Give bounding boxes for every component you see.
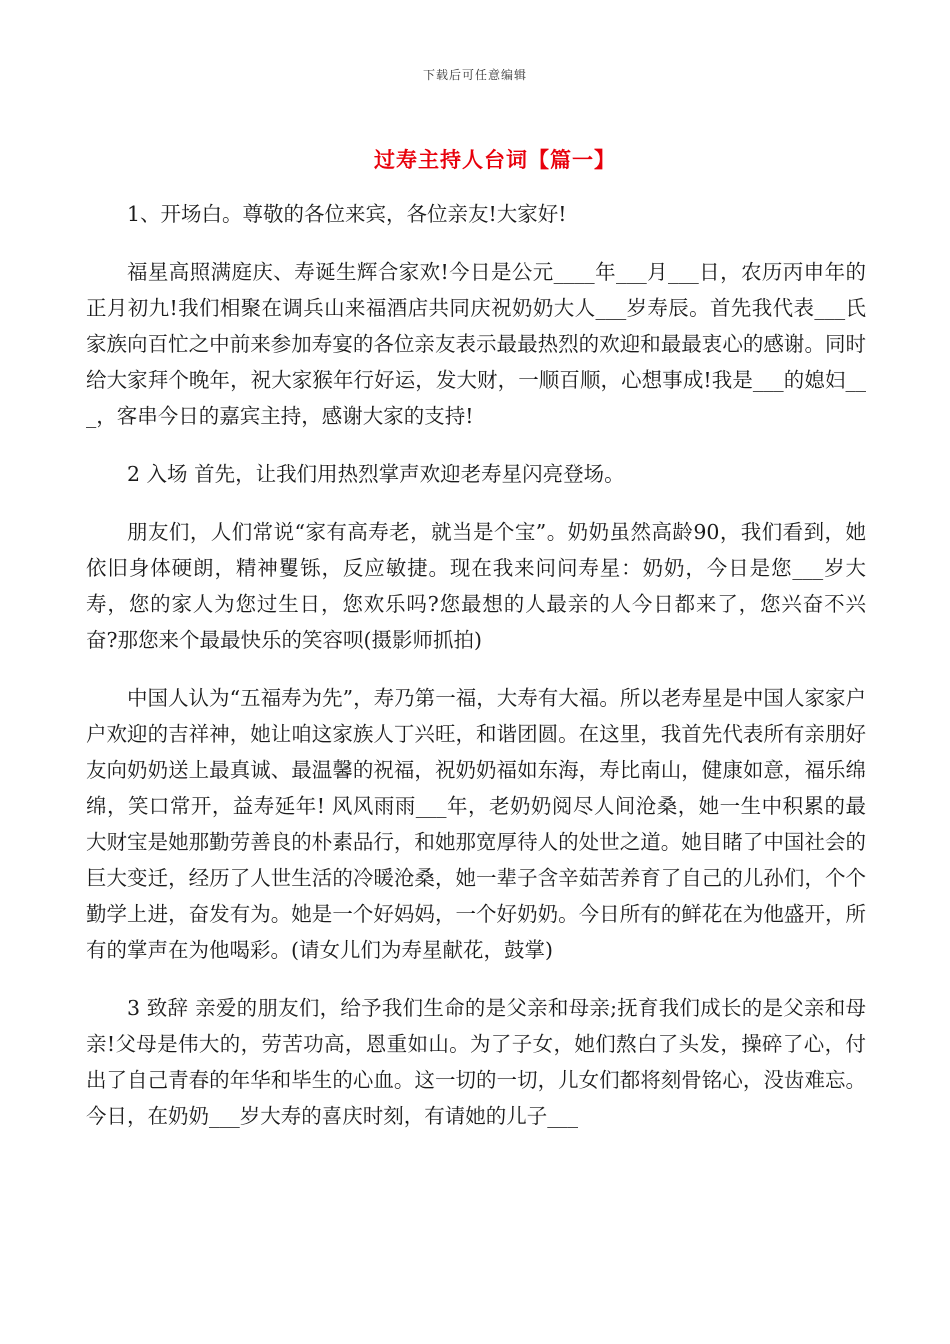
paragraph-blessing: 中国人认为“五福寿为先”，寿乃第一福，大寿有大福。所以老寿星是中国人家家户户欢迎的吉祥神，她让咱这家族人丁兴旺，和谐团圆。在这里，我首先代表所有亲朋好友向奶奶送上最真诚、最温馨的祝福，祝奶奶福如东海，寿比南山，健康如意，福乐绵绵，笑口常开，益寿延年! 风风雨雨___年，老奶奶阅尽人间沧桑，她一生中积累的最大财宝是她那勤劳善良的朴素品行，和她那宽厚待人的处世之道。她目睹了中国社会的巨大变迁，经历了人世生活的冷暖沧桑，她一辈子含辛茹苦养育了自己的儿孙们，个个勤学上进，奋发有为。她是一个好妈妈，一个好奶奶。今日所有的鲜花在为他盛开，所有的掌声在为他喝彩。(请女儿们为寿星献花，鼓掌) (86, 686, 866, 962)
document-body (86, 196, 866, 1156)
paragraph-welcome: 福星高照满庭庆、寿诞生辉合家欢!今日是公元____年___月___日，农历丙申年的正月初九!我们相聚在调兵山来福酒店共同庆祝奶奶大人___岁寿辰。首先我代表___氏家族向百忙之中前来参加寿宴的各位亲友表示最最热烈的欢迎和最最衷心的感谢。同时给大家拜个晚年，祝大家猴年行好运，发大财，一顺百顺，心想事成!我是___的媳妇___，客串今日的嘉宾主持，感谢大家的支持! (86, 260, 866, 428)
paragraph-opening: 1、开场白。尊敬的各位来宾，各位亲友!大家好! (127, 202, 567, 226)
document-title: 过寿主持人台词【篇一】 (374, 147, 616, 172)
paragraph-greeting-elder: 朋友们，人们常说“家有高寿老，就当是个宝”。奶奶虽然高龄90，我们看到，她依旧身体硬朗，精神矍铄，反应敏捷。现在我来问问寿星：奶奶，今日是您___岁大寿，您的家人为您过生日，您欢乐吗?您最想的人最亲的人今日都来了，您兴奋不兴奋?那您来个最最快乐的笑容呗(摄影师抓拍) (86, 520, 866, 652)
paragraph-entrance: 2 入场 首先，让我们用热烈掌声欢迎老寿星闪亮登场。 (127, 462, 625, 486)
paragraph-speech: 3 致辞 亲爱的朋友们，给予我们生命的是父亲和母亲;抚育我们成长的是父亲和母亲!父母是伟大的，劳苦功高，恩重如山。为了子女，她们熬白了头发，操碎了心，付出了自己青春的年华和毕生的心血。这一切的一切，儿女们都将刻骨铭心，没齿难忘。今日，在奶奶___岁大寿的喜庆时刻，有请她的儿子___ (86, 996, 866, 1128)
header-note: 下载后可任意编辑 (422, 68, 527, 82)
